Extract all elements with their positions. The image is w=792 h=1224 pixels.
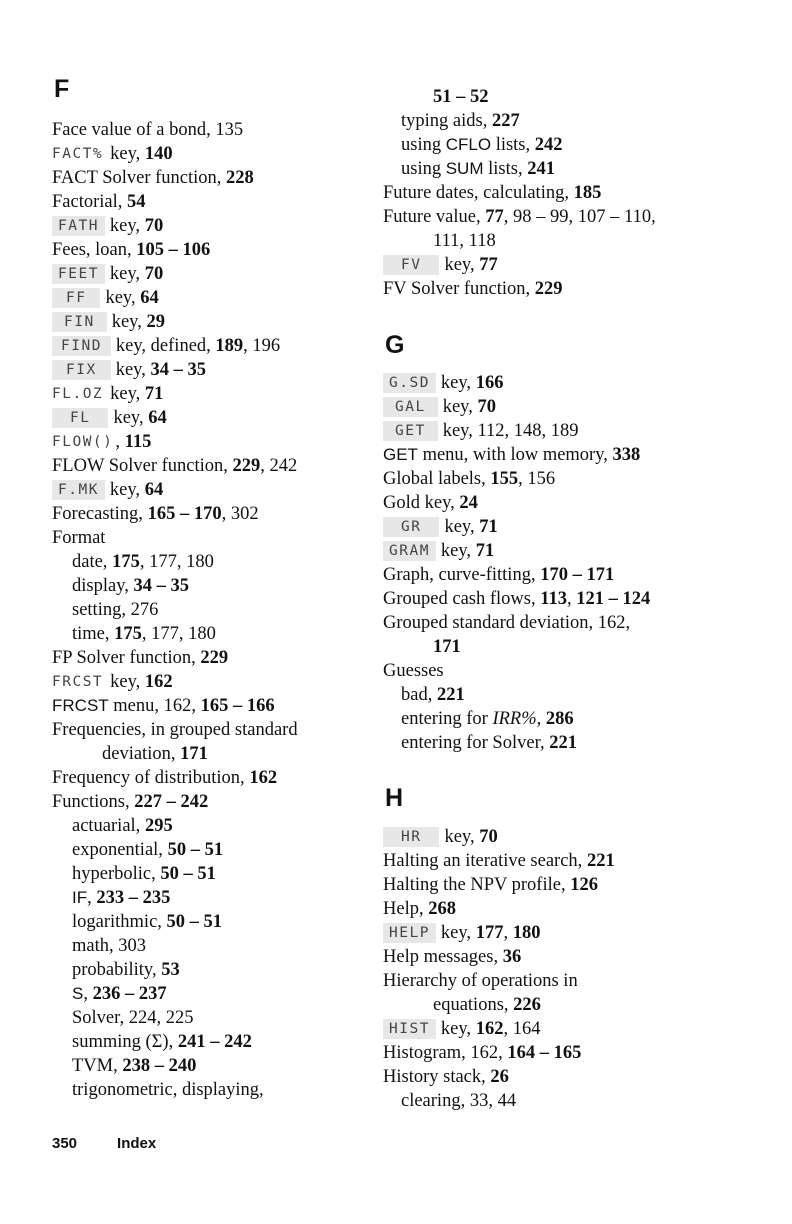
index-continuation: 51 – 52 xyxy=(433,87,489,107)
index-entry: Grouped cash flows, 113, 121 – 124 xyxy=(383,589,651,609)
index-subentry: bad, 221 xyxy=(401,685,465,705)
index-subentry: IF, 233 – 235 xyxy=(72,888,171,908)
menu-key: FV xyxy=(383,255,439,275)
menu-key: FL.OZ xyxy=(52,386,104,402)
index-entry: Functions, 227 – 242 xyxy=(52,792,209,812)
index-subentry: entering for Solver, 221 xyxy=(401,733,577,753)
index-entry: Format xyxy=(52,528,106,548)
menu-key: HIST xyxy=(383,1019,436,1039)
index-entry: Help messages, 36 xyxy=(383,947,522,967)
index-entry: FL key, 64 xyxy=(52,406,167,430)
index-continuation: equations, 226 xyxy=(433,995,541,1015)
index-subentry: setting, 276 xyxy=(72,600,159,620)
menu-key: F.MK xyxy=(52,480,105,500)
index-entry: FV key, 77 xyxy=(383,253,498,277)
index-subentry: time, 175, 177, 180 xyxy=(72,624,216,644)
menu-key: FIND xyxy=(52,336,111,356)
index-entry: Halting an iterative search, 221 xyxy=(383,851,615,871)
menu-key: FATH xyxy=(52,216,105,236)
index-entry: FIX key, 34 – 35 xyxy=(52,358,206,382)
menu-key: GRAM xyxy=(383,541,436,561)
index-subentry: math, 303 xyxy=(72,936,146,956)
index-entry: GAL key, 70 xyxy=(383,395,496,419)
index-entry: FLOW Solver function, 229, 242 xyxy=(52,456,298,476)
index-subentry: using CFLO lists, 242 xyxy=(401,135,563,155)
index-entry: Global labels, 155, 156 xyxy=(383,469,556,489)
index-entry: Factorial, 54 xyxy=(52,192,146,212)
menu-key: GR xyxy=(383,517,439,537)
index-entry: Gold key, 24 xyxy=(383,493,478,513)
section-letter-h: H xyxy=(385,784,404,812)
index-entry: GR key, 71 xyxy=(383,515,498,539)
index-entry: FIND key, defined, 189, 196 xyxy=(52,334,280,358)
index-subentry: summing (Σ), 241 – 242 xyxy=(72,1032,252,1052)
index-subentry: Solver, 224, 225 xyxy=(72,1008,194,1028)
index-entry: Help, 268 xyxy=(383,899,456,919)
index-entry: FATH key, 70 xyxy=(52,214,163,238)
index-entry: HR key, 70 xyxy=(383,825,498,849)
index-entry: FF key, 64 xyxy=(52,286,159,310)
menu-key: FEET xyxy=(52,264,105,284)
index-continuation: 111, 118 xyxy=(433,231,496,251)
menu-key: GET xyxy=(383,421,438,441)
index-entry: HELP key, 177, 180 xyxy=(383,921,540,945)
index-entry: F.MK key, 64 xyxy=(52,478,163,502)
index-subentry: display, 34 – 35 xyxy=(72,576,189,596)
index-entry: Forecasting, 165 – 170, 302 xyxy=(52,504,259,524)
index-entry: Face value of a bond, 135 xyxy=(52,120,244,140)
index-entry: G.SD key, 166 xyxy=(383,371,503,395)
index-subentry: hyperbolic, 50 – 51 xyxy=(72,864,216,884)
index-subentry: using SUM lists, 241 xyxy=(401,159,555,179)
index-entry: FACT Solver function, 228 xyxy=(52,168,254,188)
index-entry: FIN key, 29 xyxy=(52,310,165,334)
index-continuation: deviation, 171 xyxy=(102,744,208,764)
index-entry: Fees, loan, 105 – 106 xyxy=(52,240,211,260)
page-number: 350 xyxy=(52,1135,78,1152)
index-entry: HIST key, 162, 164 xyxy=(383,1017,540,1041)
index-entry: FP Solver function, 229 xyxy=(52,648,229,668)
menu-key: FL xyxy=(52,408,108,428)
index-entry: FRCST menu, 162, 165 – 166 xyxy=(52,696,275,716)
index-entry: FLOW() , 115 xyxy=(52,432,152,452)
index-entry: GET key, 112, 148, 189 xyxy=(383,419,579,443)
section-name: Index xyxy=(117,1135,157,1152)
index-subentry: TVM, 238 – 240 xyxy=(72,1056,197,1076)
index-subentry: actuarial, 295 xyxy=(72,816,173,836)
index-subentry: entering for IRR%, 286 xyxy=(401,709,574,729)
index-subentry: trigonometric, displaying, xyxy=(72,1080,264,1100)
index-entry: FEET key, 70 xyxy=(52,262,163,286)
index-entry: Frequency of distribution, 162 xyxy=(52,768,278,788)
index-entry: Frequencies, in grouped standard xyxy=(52,720,298,740)
index-entry: Graph, curve-fitting, 170 – 171 xyxy=(383,565,615,585)
index-entry: GRAM key, 71 xyxy=(383,539,494,563)
index-entry: History stack, 26 xyxy=(383,1067,509,1087)
menu-key: HELP xyxy=(383,923,436,943)
index-entry: Grouped standard deviation, 162, xyxy=(383,613,631,633)
index-entry: GET menu, with low memory, 338 xyxy=(383,445,641,465)
index-entry: Guesses xyxy=(383,661,444,681)
section-letter-f: F xyxy=(54,75,70,103)
menu-key: FF xyxy=(52,288,100,308)
index-entry: FL.OZ key, 71 xyxy=(52,384,164,404)
index-entry: Halting the NPV profile, 126 xyxy=(383,875,598,895)
page-footer xyxy=(52,1135,156,1152)
index-subentry: exponential, 50 – 51 xyxy=(72,840,224,860)
index-entry: Future value, 77, 98 – 99, 107 – 110, xyxy=(383,207,656,227)
index-subentry: probability, 53 xyxy=(72,960,180,980)
menu-key: G.SD xyxy=(383,373,436,393)
index-entry: FV Solver function, 229 xyxy=(383,279,563,299)
index-subentry: logarithmic, 50 – 51 xyxy=(72,912,223,932)
index-entry: FRCST key, 162 xyxy=(52,672,173,692)
menu-key: FIX xyxy=(52,360,111,380)
index-subentry: S, 236 – 237 xyxy=(72,984,167,1004)
index-continuation: 171 xyxy=(433,637,461,657)
menu-key: FRCST xyxy=(52,674,104,690)
menu-key: FIN xyxy=(52,312,107,332)
menu-key: GAL xyxy=(383,397,438,417)
index-subentry: typing aids, 227 xyxy=(401,111,520,131)
menu-key: FLOW() xyxy=(52,434,114,450)
menu-key: HR xyxy=(383,827,439,847)
index-entry: Histogram, 162, 164 – 165 xyxy=(383,1043,582,1063)
index-subentry: date, 175, 177, 180 xyxy=(72,552,214,572)
index-entry: Future dates, calculating, 185 xyxy=(383,183,602,203)
menu-key: FACT% xyxy=(52,146,104,162)
index-entry: Hierarchy of operations in xyxy=(383,971,578,991)
section-letter-g: G xyxy=(385,331,405,359)
index-subentry: clearing, 33, 44 xyxy=(401,1091,517,1111)
index-entry: FACT% key, 140 xyxy=(52,144,173,164)
